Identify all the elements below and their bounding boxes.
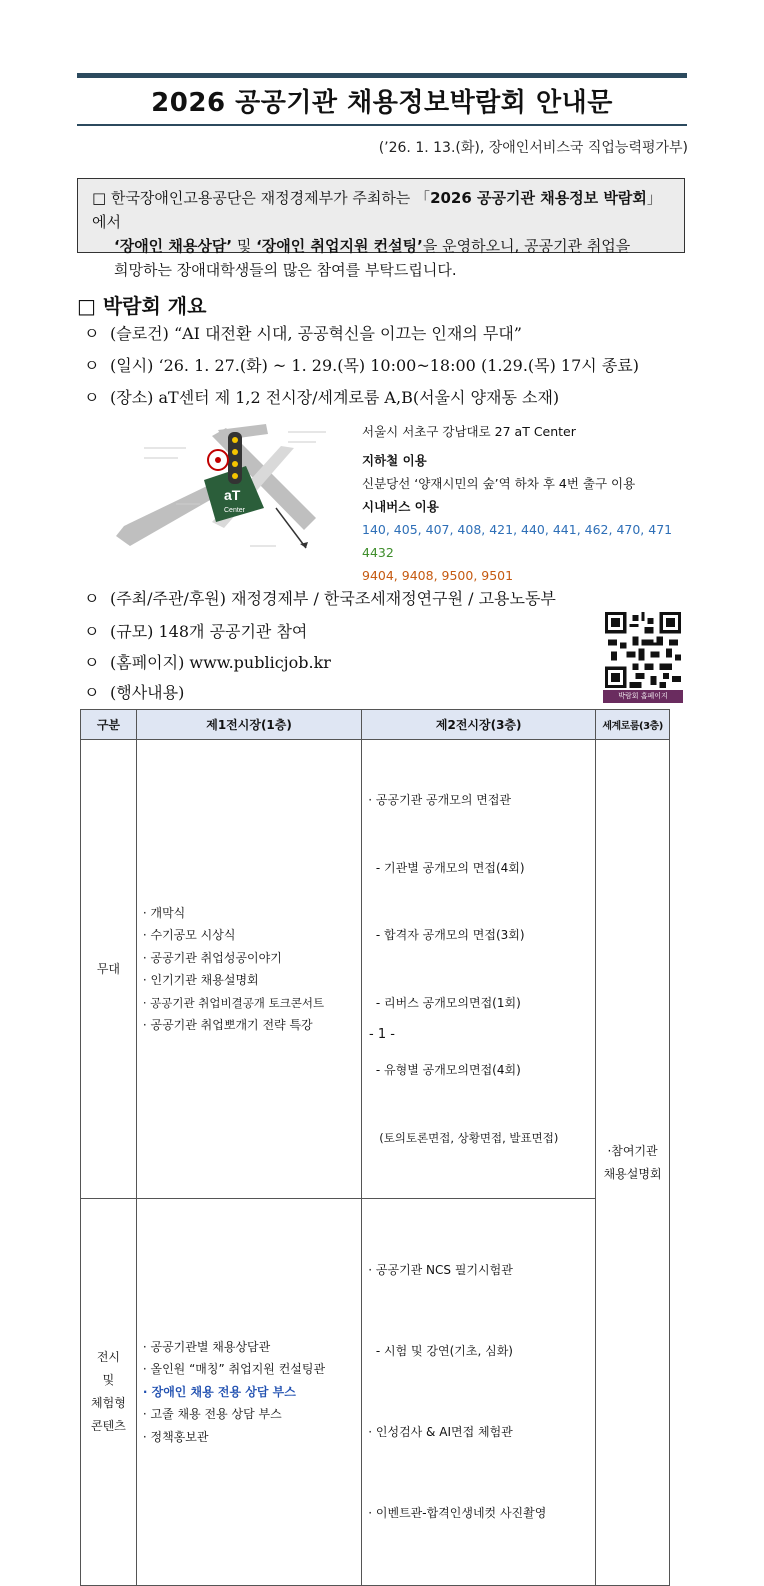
list-item: · 올인원 “매칭” 취업지원 컨설팅관 [142, 1362, 326, 1377]
table-header: 제2전시장(3층) [362, 710, 596, 740]
notice-checkbox: □ [92, 189, 107, 207]
page-number: - 1 - [369, 1027, 395, 1042]
subway-heading: 지하철 이용 [362, 453, 427, 468]
list-item: - 시험 및 강연(기초, 심화) [368, 1344, 513, 1358]
item-scale: ㅇ (규모) 148개 공공기관 참여 [84, 619, 307, 642]
notice-text-3: 및 [232, 237, 257, 255]
list-item: · 고졸 채용 전용 상담 부스 [142, 1407, 282, 1422]
list-item: · 공공기관 NCS 필기시험관 [368, 1263, 513, 1277]
item-slogan: ㅇ (슬로건) “AI 대전환 시대, 공공혁신을 이끄는 인재의 무대” [84, 321, 522, 344]
bus-red-lines: 9404, 9408, 9500, 9501 [362, 568, 514, 583]
qr-caption: 박람회 홈페이지 [603, 690, 683, 703]
subway-info: 신분당선 ‘양재시민의 숲’역 하차 후 4번 출구 이용 [362, 476, 636, 491]
stage-hall2 [362, 740, 596, 1199]
notice-text-5: 희망하는 장애대학생들의 많은 참여를 부탁드립니다. [114, 261, 457, 279]
item-host: ㅇ (주최/주관/후원) 재정경제부 / 한국조세재정연구원 / 고용노동부 [84, 586, 556, 609]
list-item: · 인성검사 & AI면접 체험관 [368, 1425, 513, 1439]
row-label-stage: 무대 [81, 740, 137, 1199]
bullet: ㅇ [84, 653, 100, 672]
notice-bold-1: 2026 공공기관 채용정보 박람회 [430, 189, 647, 207]
item-program: ㅇ (행사내용) [84, 680, 184, 703]
item-venue: ㅇ (장소) aT센터 제 1,2 전시장/세계로룸 A,B(서울시 양재동 소재) [84, 385, 559, 408]
list-item: - 기관별 공개모의 면접(4회) [368, 860, 525, 875]
table-row-exhibition [81, 1199, 670, 1586]
list-item: - 유형별 공개모의면접(4회) [368, 1063, 521, 1077]
page-title: 2026 공공기관 채용정보박람회 안내문 [151, 88, 613, 118]
date-line: (’26. 1. 13.(화), 장애인서비스국 직업능력평가부) [378, 140, 688, 156]
bullet: ㅇ [84, 388, 100, 407]
list-item: · 이벤트관-합격인생네컷 사진촬영 [368, 1506, 547, 1520]
bullet: ㅇ [84, 324, 100, 343]
list-item: · 공공기관 취업뽀개기 전략 특강 [142, 1018, 313, 1032]
list-item: · 인기기관 채용설명회 [142, 973, 259, 987]
title-rule-top [77, 73, 687, 78]
notice-bold-2: ‘장애인 채용상담’ [114, 237, 233, 255]
notice-text-1: 한국장애인고용공단은 재정경제부가 주최하는 「 [106, 189, 431, 207]
list-item: · 정책홍보관 [142, 1429, 209, 1444]
table-header-row [81, 710, 670, 740]
list-item: · 공공기관 취업비결공개 토크콘서트 [142, 995, 325, 1010]
notice-text-2: 」에서 [92, 189, 662, 231]
table-header: 세계로룸(3층) [596, 710, 670, 740]
qr-code[interactable] [605, 612, 681, 688]
bus-blue-lines: 140, 405, 407, 408, 421, 440, 441, 462, 470, 471 [362, 522, 673, 537]
bullet: ㅇ [84, 622, 100, 641]
list-item: - 리버스 공개모의면접(1회) [368, 995, 521, 1010]
notice-text-4: 을 운영하오니, 공공기관 취업을 [422, 237, 631, 255]
list-item: · 공공기관별 채용상담관 [142, 1339, 271, 1354]
table-row-stage [81, 740, 670, 1199]
bullet: ㅇ [84, 356, 100, 375]
world-room-line: 채용설명회 [603, 1166, 662, 1181]
row-label-exhibition: 전시 및 체험형 콘텐츠 [81, 1199, 137, 1586]
bullet: ㅇ [84, 683, 100, 702]
table-header: 제1전시장(1층) [136, 710, 361, 740]
title-rule-bottom [77, 124, 687, 126]
venue-map [116, 418, 348, 572]
list-item: (토의토론면접, 상황면접, 발표면접) [368, 1130, 559, 1145]
program-table [80, 709, 670, 1586]
exhibition-hall1 [136, 1199, 361, 1586]
list-item-highlight: · 장애인 채용 전용 상담 부스 [142, 1384, 296, 1399]
world-room-line: ·참여기관 [607, 1143, 658, 1158]
notice-bold-3: ‘장애인 취업지원 컨설팅’ [256, 237, 423, 255]
exhibition-hall2 [362, 1199, 596, 1586]
bus-heading: 시내버스 이용 [362, 499, 439, 514]
table-header: 구분 [81, 710, 137, 740]
item-homepage: ㅇ (홈페이지) www.publicjob.kr [84, 650, 331, 673]
transit-info [362, 420, 682, 587]
map-center-sub: Center [224, 507, 246, 514]
list-item: · 공공기관 공개모의 면접관 [368, 793, 512, 807]
world-room-cell [596, 740, 670, 1586]
section-heading: □ 박람회 개요 [77, 294, 207, 318]
list-item: · 공공기관 취업성공이야기 [142, 950, 282, 965]
bus-green-lines: 4432 [362, 545, 394, 560]
bullet: ㅇ [84, 589, 100, 608]
map-at-label: aT [224, 487, 241, 503]
transit-address: 서울시 서초구 강남대로 27 aT Center [362, 424, 576, 439]
list-item: · 개막식 [142, 905, 186, 920]
list-item: · 수기공모 시상식 [142, 928, 236, 942]
notice-box [77, 178, 685, 279]
stage-hall1 [136, 740, 361, 1199]
item-date: ㅇ (일시) ‘26. 1. 27.(화) ~ 1. 29.(목) 10:00~18:00 (1.29.(목) 17시 종료) [84, 353, 639, 376]
list-item: - 합격자 공개모의 면접(3회) [368, 928, 525, 942]
